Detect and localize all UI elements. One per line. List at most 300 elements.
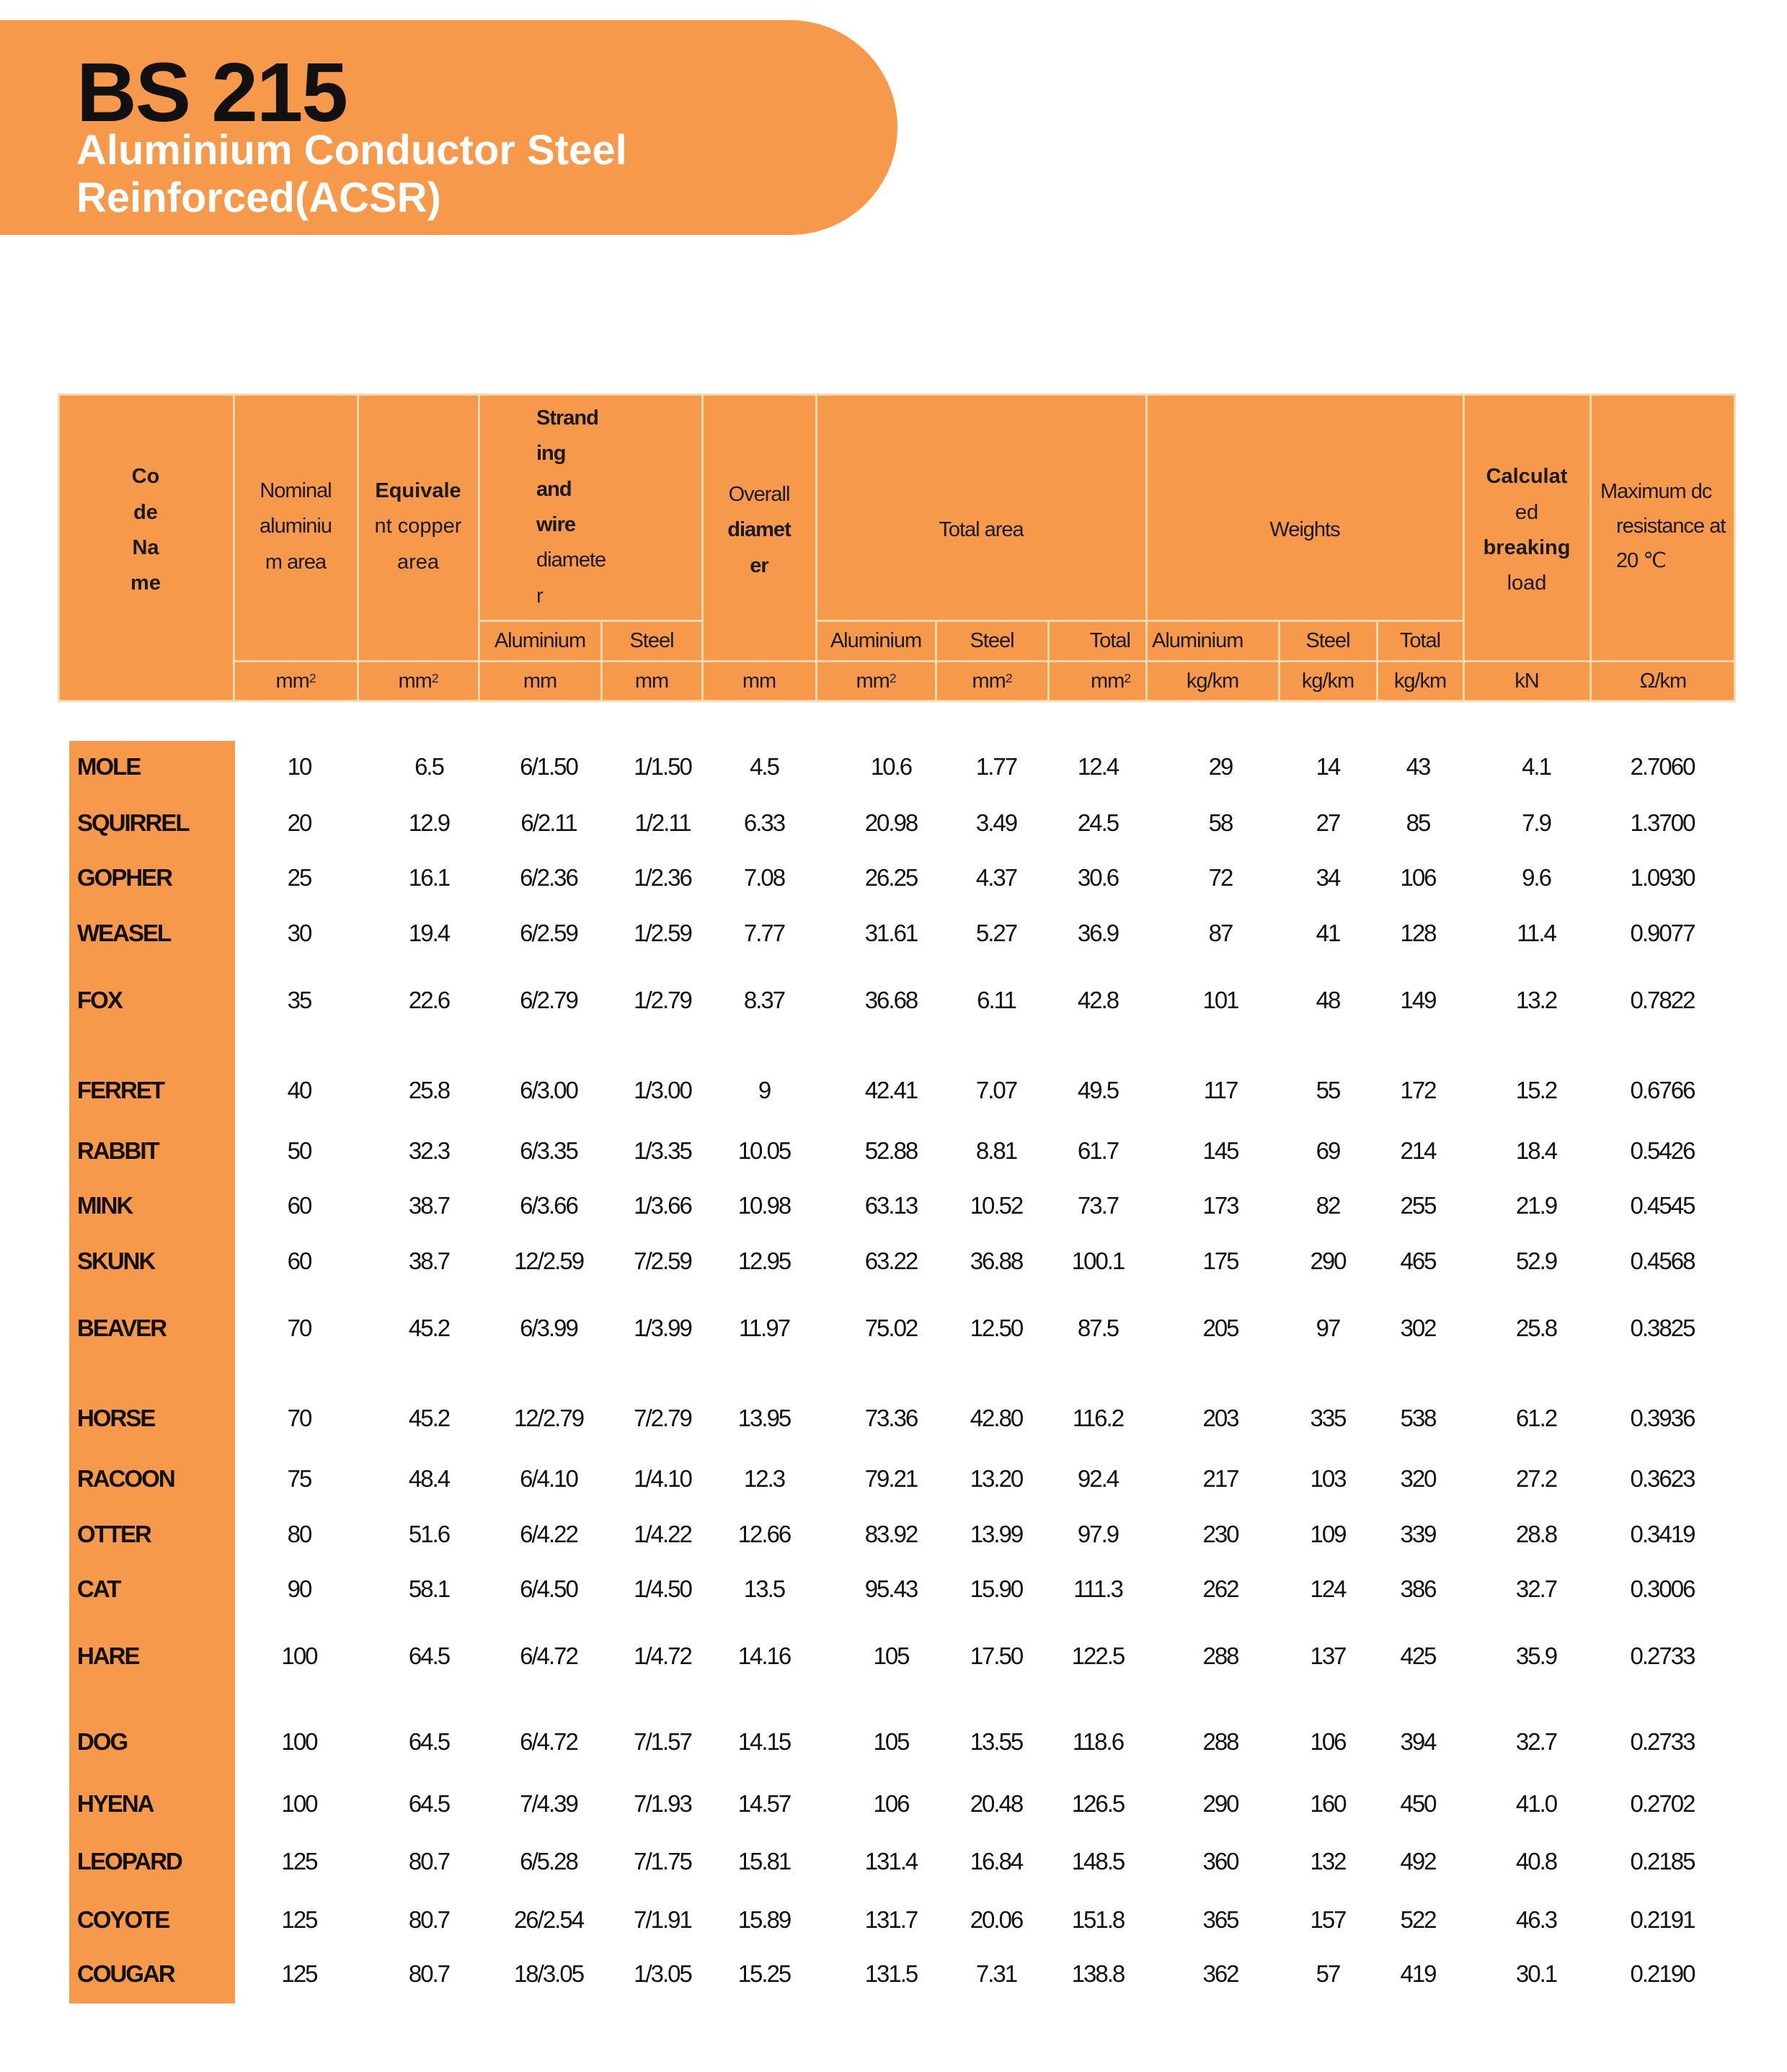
grid-line bbox=[701, 393, 704, 702]
table-cell: 1/3.05 bbox=[634, 1960, 691, 1987]
table-cell: 73.36 bbox=[864, 1405, 918, 1431]
table-cell: 339 bbox=[1400, 1521, 1436, 1547]
table-cell: 7/1.93 bbox=[634, 1790, 691, 1817]
code-name-cell: LEOPARD bbox=[77, 1848, 182, 1875]
header-nominal-area: Nominal aluminiu m area bbox=[260, 479, 332, 574]
table-cell: 36.9 bbox=[1077, 920, 1119, 946]
subtitle-line-1: Aluminium Conductor Steel bbox=[76, 127, 627, 174]
table-cell: 1/2.11 bbox=[634, 809, 691, 836]
unit-weight-total: kg/km bbox=[1393, 670, 1447, 693]
subtitle-line-2: Reinforced(ACSR) bbox=[76, 174, 441, 221]
table-cell: 12.3 bbox=[743, 1465, 785, 1492]
table-cell: 1/3.00 bbox=[634, 1077, 691, 1103]
table-cell: 172 bbox=[1400, 1077, 1436, 1103]
table-cell: 0.2190 bbox=[1630, 1960, 1695, 1987]
table-cell: 7/2.79 bbox=[634, 1405, 691, 1431]
table-cell: 0.3006 bbox=[1630, 1575, 1695, 1602]
table-cell: 64.5 bbox=[408, 1642, 450, 1669]
table-cell: 72 bbox=[1208, 864, 1233, 891]
table-cell: 11.4 bbox=[1517, 920, 1556, 946]
table-cell: 6/4.50 bbox=[520, 1575, 577, 1602]
table-cell: 7/2.59 bbox=[634, 1248, 691, 1274]
table-cell: 100 bbox=[281, 1790, 317, 1817]
table-cell: 6/3.00 bbox=[520, 1077, 577, 1103]
table-cell: 4.5 bbox=[750, 753, 779, 780]
grid-line bbox=[479, 620, 702, 622]
table-cell: 13.5 bbox=[743, 1575, 785, 1602]
table-cell: 28.8 bbox=[1515, 1521, 1557, 1547]
product-subtitle bbox=[76, 127, 627, 222]
table-cell: 48.4 bbox=[408, 1465, 450, 1492]
grid-line bbox=[233, 393, 235, 702]
table-cell: 6/4.22 bbox=[520, 1521, 577, 1547]
table-row bbox=[0, 1184, 1787, 1227]
table-cell: 60 bbox=[287, 1192, 311, 1219]
table-cell: 64.5 bbox=[408, 1790, 450, 1817]
table-cell: 45.2 bbox=[408, 1315, 450, 1341]
code-name-cell: WEASEL bbox=[77, 920, 171, 946]
table-cell: 1.0930 bbox=[1630, 864, 1695, 891]
table-row bbox=[0, 1457, 1787, 1500]
table-cell: 87 bbox=[1208, 920, 1233, 946]
table-cell: 3.49 bbox=[975, 809, 1017, 836]
unit-weight-aluminium: kg/km bbox=[1186, 670, 1239, 693]
table-cell: 49.5 bbox=[1077, 1077, 1119, 1103]
table-row bbox=[0, 1129, 1787, 1173]
table-cell: 450 bbox=[1400, 1790, 1436, 1817]
subheader-stranding-aluminium: Aluminium bbox=[494, 629, 586, 653]
table-cell: 0.3419 bbox=[1630, 1521, 1695, 1547]
table-cell: 70 bbox=[287, 1405, 311, 1431]
unit-area-steel: mm $^2$ bbox=[972, 670, 1012, 693]
table-cell: 97.9 bbox=[1077, 1521, 1119, 1547]
table-cell: 7/1.75 bbox=[634, 1848, 691, 1875]
table-cell: 41 bbox=[1316, 920, 1340, 946]
table-cell: 13.20 bbox=[970, 1465, 1023, 1492]
unit-area-aluminium: mm $^2$ bbox=[856, 670, 896, 693]
table-cell: 21.9 bbox=[1515, 1192, 1557, 1219]
subheader-area-steel: Steel bbox=[970, 629, 1014, 653]
code-name-cell: SQUIRREL bbox=[77, 809, 189, 836]
table-cell: 27.2 bbox=[1515, 1465, 1557, 1492]
table-cell: 52.88 bbox=[864, 1137, 918, 1164]
table-cell: 106 bbox=[1400, 864, 1436, 891]
table-cell: 61.7 bbox=[1077, 1137, 1119, 1164]
table-cell: 138.8 bbox=[1071, 1960, 1125, 1987]
table-cell: 360 bbox=[1202, 1848, 1238, 1875]
table-cell: 6/2.79 bbox=[520, 987, 577, 1013]
table-cell: 25 bbox=[287, 864, 311, 891]
header-breaking-load: Calculat ed breaking load bbox=[1483, 465, 1571, 595]
table-cell: 9.6 bbox=[1522, 864, 1551, 891]
header-code-name: Co de Na me bbox=[130, 465, 161, 595]
code-name-cell: HORSE bbox=[77, 1405, 155, 1431]
table-cell: 100 bbox=[281, 1728, 317, 1755]
table-cell: 52.9 bbox=[1515, 1248, 1557, 1274]
table-cell: 1/2.36 bbox=[634, 864, 691, 891]
table-cell: 7.31 bbox=[975, 1960, 1017, 1987]
table-cell: 118.6 bbox=[1072, 1728, 1124, 1755]
table-cell: 18/3.05 bbox=[513, 1960, 584, 1987]
table-cell: 419 bbox=[1400, 1960, 1436, 1987]
table-cell: 13.2 bbox=[1515, 987, 1557, 1013]
title-banner bbox=[0, 20, 897, 235]
table-cell: 14.15 bbox=[737, 1728, 791, 1755]
table-cell: 173 bbox=[1202, 1192, 1238, 1219]
table-cell: 132 bbox=[1310, 1848, 1346, 1875]
table-cell: 63.22 bbox=[864, 1248, 918, 1274]
table-cell: 34 bbox=[1316, 864, 1340, 891]
table-row bbox=[0, 1952, 1787, 1996]
table-cell: 35.9 bbox=[1515, 1642, 1557, 1669]
table-cell: 106 bbox=[1310, 1728, 1346, 1755]
table-cell: 10.05 bbox=[737, 1137, 791, 1164]
grid-line bbox=[234, 660, 1736, 662]
table-cell: 6/2.11 bbox=[520, 809, 577, 836]
table-cell: 12.9 bbox=[408, 809, 450, 836]
code-name-cell: GOPHER bbox=[77, 864, 172, 891]
header-total-area: Total area bbox=[939, 518, 1024, 542]
table-cell: 151.8 bbox=[1071, 1906, 1125, 1933]
table-cell: 4.37 bbox=[975, 864, 1017, 891]
table-cell: 103 bbox=[1310, 1465, 1346, 1492]
code-name-cell: FOX bbox=[77, 987, 122, 1013]
table-cell: 32.3 bbox=[408, 1137, 450, 1164]
table-cell: 6/2.59 bbox=[520, 920, 577, 946]
table-cell: 205 bbox=[1202, 1315, 1238, 1341]
table-cell: 35 bbox=[287, 987, 311, 1013]
table-cell: 19.4 bbox=[408, 920, 450, 946]
table-cell: 31.61 bbox=[864, 920, 918, 946]
code-name-cell: RACOON bbox=[77, 1465, 174, 1492]
table-cell: 55 bbox=[1316, 1077, 1340, 1103]
table-cell: 83.92 bbox=[864, 1521, 918, 1547]
table-cell: 522 bbox=[1400, 1906, 1436, 1933]
table-cell: 0.6766 bbox=[1630, 1077, 1695, 1103]
table-cell: 122.5 bbox=[1071, 1642, 1125, 1669]
table-cell: 7/4.39 bbox=[520, 1790, 577, 1817]
table-cell: 2.7060 bbox=[1630, 753, 1695, 780]
table-cell: 40 bbox=[287, 1077, 311, 1103]
unit-nominal: mm $^2$ bbox=[275, 670, 316, 693]
unit-weight-steel: kg/km bbox=[1301, 670, 1354, 693]
table-cell: 12/2.79 bbox=[513, 1405, 584, 1431]
table-cell: 7.9 bbox=[1522, 809, 1551, 836]
table-cell: 10.6 bbox=[870, 753, 912, 780]
table-cell: 16.84 bbox=[970, 1848, 1023, 1875]
table-cell: 1/2.59 bbox=[634, 920, 691, 946]
table-cell: 1.77 bbox=[975, 753, 1017, 780]
table-cell: 6.11 bbox=[977, 987, 1016, 1013]
table-cell: 6/4.72 bbox=[520, 1642, 577, 1669]
table-cell: 20.48 bbox=[970, 1790, 1023, 1817]
table-cell: 42.8 bbox=[1077, 987, 1119, 1013]
grid-line bbox=[1145, 393, 1148, 702]
table-cell: 60 bbox=[287, 1248, 311, 1274]
table-cell: 386 bbox=[1400, 1575, 1436, 1602]
table-cell: 69 bbox=[1316, 1137, 1340, 1164]
table-cell: 128 bbox=[1400, 920, 1436, 946]
header-stranding: Strand ing and wire diamete r bbox=[536, 406, 606, 608]
table-cell: 175 bbox=[1202, 1248, 1238, 1274]
table-cell: 492 bbox=[1400, 1848, 1436, 1875]
header-equivalent-copper: Equivale nt copper area bbox=[374, 479, 462, 574]
table-cell: 26.25 bbox=[864, 864, 918, 891]
grid-line bbox=[357, 393, 359, 702]
unit-load: kN bbox=[1515, 670, 1539, 693]
table-cell: 8.37 bbox=[743, 987, 785, 1013]
table-cell: 38.7 bbox=[408, 1248, 450, 1274]
table-cell: 6/2.36 bbox=[520, 864, 577, 891]
table-cell: 0.3623 bbox=[1630, 1465, 1695, 1492]
table-cell: 12.95 bbox=[737, 1248, 791, 1274]
table-cell: 6/3.66 bbox=[520, 1192, 577, 1219]
table-cell: 10 bbox=[287, 753, 311, 780]
table-cell: 1.3700 bbox=[1630, 809, 1695, 836]
table-row bbox=[0, 1720, 1787, 1764]
table-cell: 101 bbox=[1202, 987, 1238, 1013]
table-cell: 4.1 bbox=[1522, 753, 1551, 780]
subheader-weight-aluminium: Aluminium bbox=[1152, 629, 1243, 653]
table-cell: 131.5 bbox=[864, 1960, 918, 1987]
table-cell: 290 bbox=[1310, 1248, 1346, 1274]
code-name-cell: MINK bbox=[77, 1192, 133, 1219]
table-cell: 48 bbox=[1316, 987, 1340, 1013]
table-cell: 17.50 bbox=[970, 1642, 1023, 1669]
table-cell: 255 bbox=[1400, 1192, 1436, 1219]
table-cell: 75 bbox=[287, 1465, 311, 1492]
table-cell: 365 bbox=[1202, 1906, 1238, 1933]
table-cell: 85 bbox=[1406, 809, 1430, 836]
code-name-cell: HYENA bbox=[77, 1790, 154, 1817]
table-cell: 203 bbox=[1202, 1405, 1238, 1431]
table-cell: 80.7 bbox=[408, 1906, 450, 1933]
table-row bbox=[0, 1635, 1787, 1678]
subheader-area-total: Total bbox=[1089, 629, 1130, 653]
table-cell: 30.6 bbox=[1077, 864, 1119, 891]
table-cell: 230 bbox=[1202, 1521, 1238, 1547]
table-cell: 1/4.10 bbox=[634, 1465, 691, 1492]
table-row bbox=[0, 1898, 1787, 1942]
table-cell: 22.6 bbox=[408, 987, 450, 1013]
table-cell: 13.95 bbox=[737, 1405, 791, 1431]
table-cell: 14 bbox=[1316, 753, 1340, 780]
table-cell: 75.02 bbox=[864, 1315, 918, 1341]
table-cell: 7/1.91 bbox=[634, 1906, 691, 1933]
table-cell: 15.2 bbox=[1515, 1077, 1557, 1103]
table-cell: 0.2733 bbox=[1630, 1642, 1695, 1669]
table-cell: 82 bbox=[1316, 1192, 1340, 1219]
table-row bbox=[0, 979, 1787, 1022]
table-cell: 18.4 bbox=[1515, 1137, 1557, 1164]
table-cell: 92.4 bbox=[1077, 1465, 1119, 1492]
grid-line bbox=[1589, 393, 1592, 702]
standard-title: BS 215 bbox=[76, 45, 347, 139]
code-name-cell: SKUNK bbox=[77, 1248, 155, 1274]
table-cell: 15.90 bbox=[970, 1575, 1023, 1602]
table-row bbox=[0, 1568, 1787, 1611]
table-cell: 6/3.99 bbox=[520, 1315, 577, 1341]
table-cell: 46.3 bbox=[1515, 1906, 1557, 1933]
table-cell: 1/1.50 bbox=[634, 753, 691, 780]
table-cell: 27 bbox=[1316, 809, 1340, 836]
table-cell: 11.97 bbox=[738, 1315, 790, 1341]
table-cell: 465 bbox=[1400, 1248, 1436, 1274]
table-cell: 362 bbox=[1202, 1960, 1238, 1987]
table-cell: 288 bbox=[1202, 1728, 1238, 1755]
table-row bbox=[0, 1782, 1787, 1826]
table-cell: 538 bbox=[1400, 1405, 1436, 1431]
table-cell: 0.4545 bbox=[1630, 1192, 1695, 1219]
table-cell: 9 bbox=[758, 1077, 771, 1103]
table-cell: 6/3.35 bbox=[520, 1137, 577, 1164]
table-row bbox=[0, 1840, 1787, 1883]
table-cell: 394 bbox=[1400, 1728, 1436, 1755]
table-cell: 42.41 bbox=[864, 1077, 918, 1103]
unit-diameter: mm bbox=[742, 670, 776, 693]
table-cell: 12.4 bbox=[1077, 753, 1119, 780]
table-cell: 10.52 bbox=[970, 1192, 1023, 1219]
code-name-cell: COUGAR bbox=[77, 1960, 174, 1987]
table-cell: 20.06 bbox=[970, 1906, 1023, 1933]
unit-equivalent: mm $^2$ bbox=[398, 670, 438, 693]
table-row bbox=[0, 912, 1787, 955]
table-cell: 13.55 bbox=[970, 1728, 1023, 1755]
table-cell: 111.3 bbox=[1073, 1575, 1122, 1602]
table-cell: 7.08 bbox=[743, 864, 785, 891]
table-cell: 24.5 bbox=[1077, 809, 1119, 836]
table-cell: 20 bbox=[287, 809, 311, 836]
table-cell: 58.1 bbox=[408, 1575, 450, 1602]
table-cell: 0.3825 bbox=[1630, 1315, 1695, 1341]
table-cell: 30 bbox=[287, 920, 311, 946]
code-name-cell: HARE bbox=[77, 1642, 139, 1669]
table-cell: 1/3.35 bbox=[634, 1137, 691, 1164]
unit-area-total: mm $^2$ bbox=[1091, 670, 1130, 693]
table-cell: 36.68 bbox=[864, 987, 918, 1013]
table-cell: 36.88 bbox=[970, 1248, 1023, 1274]
grid-line bbox=[816, 620, 1463, 622]
table-row bbox=[0, 801, 1787, 845]
table-cell: 15.89 bbox=[737, 1906, 791, 1933]
table-cell: 79.21 bbox=[864, 1465, 918, 1492]
table-cell: 32.7 bbox=[1515, 1575, 1557, 1602]
table-cell: 0.2185 bbox=[1630, 1848, 1695, 1875]
table-cell: 0.7822 bbox=[1630, 987, 1695, 1013]
table-cell: 425 bbox=[1400, 1642, 1436, 1669]
table-cell: 131.7 bbox=[864, 1906, 918, 1933]
table-cell: 25.8 bbox=[408, 1077, 450, 1103]
table-cell: 1/3.99 bbox=[634, 1315, 691, 1341]
grid-line bbox=[478, 393, 480, 702]
table-cell: 50 bbox=[287, 1137, 311, 1164]
table-cell: 1/3.66 bbox=[634, 1192, 691, 1219]
table-cell: 116.2 bbox=[1072, 1405, 1124, 1431]
table-cell: 12.66 bbox=[737, 1521, 791, 1547]
table-cell: 6/1.50 bbox=[520, 753, 577, 780]
table-cell: 20.98 bbox=[864, 809, 918, 836]
table-cell: 43 bbox=[1406, 753, 1430, 780]
table-cell: 58 bbox=[1208, 809, 1233, 836]
header-weights: Weights bbox=[1269, 518, 1340, 542]
table-cell: 13.99 bbox=[970, 1521, 1023, 1547]
table-cell: 0.9077 bbox=[1630, 920, 1695, 946]
table-cell: 45.2 bbox=[408, 1405, 450, 1431]
table-cell: 38.7 bbox=[408, 1192, 450, 1219]
table-cell: 6.33 bbox=[743, 809, 785, 836]
table-cell: 125 bbox=[281, 1960, 317, 1987]
table-cell: 5.27 bbox=[975, 920, 1017, 946]
table-cell: 51.6 bbox=[408, 1521, 450, 1547]
table-cell: 25.8 bbox=[1515, 1315, 1557, 1341]
code-name-cell: MOLE bbox=[77, 753, 141, 780]
table-cell: 95.43 bbox=[864, 1575, 918, 1602]
grid-line bbox=[1463, 393, 1465, 702]
table-cell: 0.2733 bbox=[1630, 1728, 1695, 1755]
code-name-cell: DOG bbox=[77, 1728, 128, 1755]
code-name-cell: CAT bbox=[77, 1575, 120, 1602]
table-cell: 8.81 bbox=[975, 1137, 1017, 1164]
table-cell: 7.07 bbox=[975, 1077, 1017, 1103]
table-row bbox=[0, 1307, 1787, 1350]
subheader-weight-total: Total bbox=[1399, 629, 1441, 653]
subheader-area-aluminium: Aluminium bbox=[830, 629, 922, 653]
table-cell: 131.4 bbox=[864, 1848, 918, 1875]
table-cell: 6/5.28 bbox=[520, 1848, 577, 1875]
table-cell: 0.2191 bbox=[1630, 1906, 1695, 1933]
table-cell: 6/4.72 bbox=[520, 1728, 577, 1755]
table-cell: 148.5 bbox=[1071, 1848, 1125, 1875]
table-cell: 1/4.22 bbox=[634, 1521, 691, 1547]
code-name-cell: RABBIT bbox=[77, 1137, 159, 1164]
table-cell: 217 bbox=[1202, 1465, 1238, 1492]
header-max-resistance: Maximum dc resistance at 20 ℃ bbox=[1600, 480, 1726, 572]
table-cell: 57 bbox=[1316, 1960, 1340, 1987]
table-row bbox=[0, 856, 1787, 899]
table-cell: 145 bbox=[1202, 1137, 1238, 1164]
table-cell: 12/2.59 bbox=[513, 1248, 584, 1274]
table-cell: 42.80 bbox=[970, 1405, 1023, 1431]
code-name-cell: FERRET bbox=[77, 1077, 164, 1103]
table-cell: 262 bbox=[1202, 1575, 1238, 1602]
table-cell: 29 bbox=[1208, 753, 1233, 780]
table-cell: 0.4568 bbox=[1630, 1248, 1695, 1274]
table-cell: 30.1 bbox=[1515, 1960, 1557, 1987]
table-cell: 63.13 bbox=[864, 1192, 918, 1219]
code-name-cell: COYOTE bbox=[77, 1906, 169, 1933]
table-cell: 10.98 bbox=[737, 1192, 791, 1219]
table-cell: 1/2.79 bbox=[634, 987, 691, 1013]
table-cell: 16.1 bbox=[408, 864, 450, 891]
table-cell: 0.3936 bbox=[1630, 1405, 1695, 1431]
table-cell: 26/2.54 bbox=[513, 1906, 584, 1933]
table-cell: 125 bbox=[281, 1848, 317, 1875]
table-cell: 70 bbox=[287, 1315, 311, 1341]
table-cell: 32.7 bbox=[1515, 1728, 1557, 1755]
table-cell: 6/4.10 bbox=[520, 1465, 577, 1492]
table-cell: 117 bbox=[1203, 1077, 1238, 1103]
table-cell: 40.8 bbox=[1515, 1848, 1557, 1875]
unit-resistance: Ω/km bbox=[1639, 670, 1687, 693]
table-cell: 125 bbox=[281, 1906, 317, 1933]
table-cell: 14.57 bbox=[737, 1790, 791, 1817]
table-cell: 149 bbox=[1400, 987, 1436, 1013]
table-cell: 61.2 bbox=[1515, 1405, 1557, 1431]
table-cell: 214 bbox=[1400, 1137, 1436, 1164]
table-cell: 109 bbox=[1310, 1521, 1346, 1547]
table-cell: 124 bbox=[1310, 1575, 1346, 1602]
table-cell: 126.5 bbox=[1071, 1790, 1125, 1817]
